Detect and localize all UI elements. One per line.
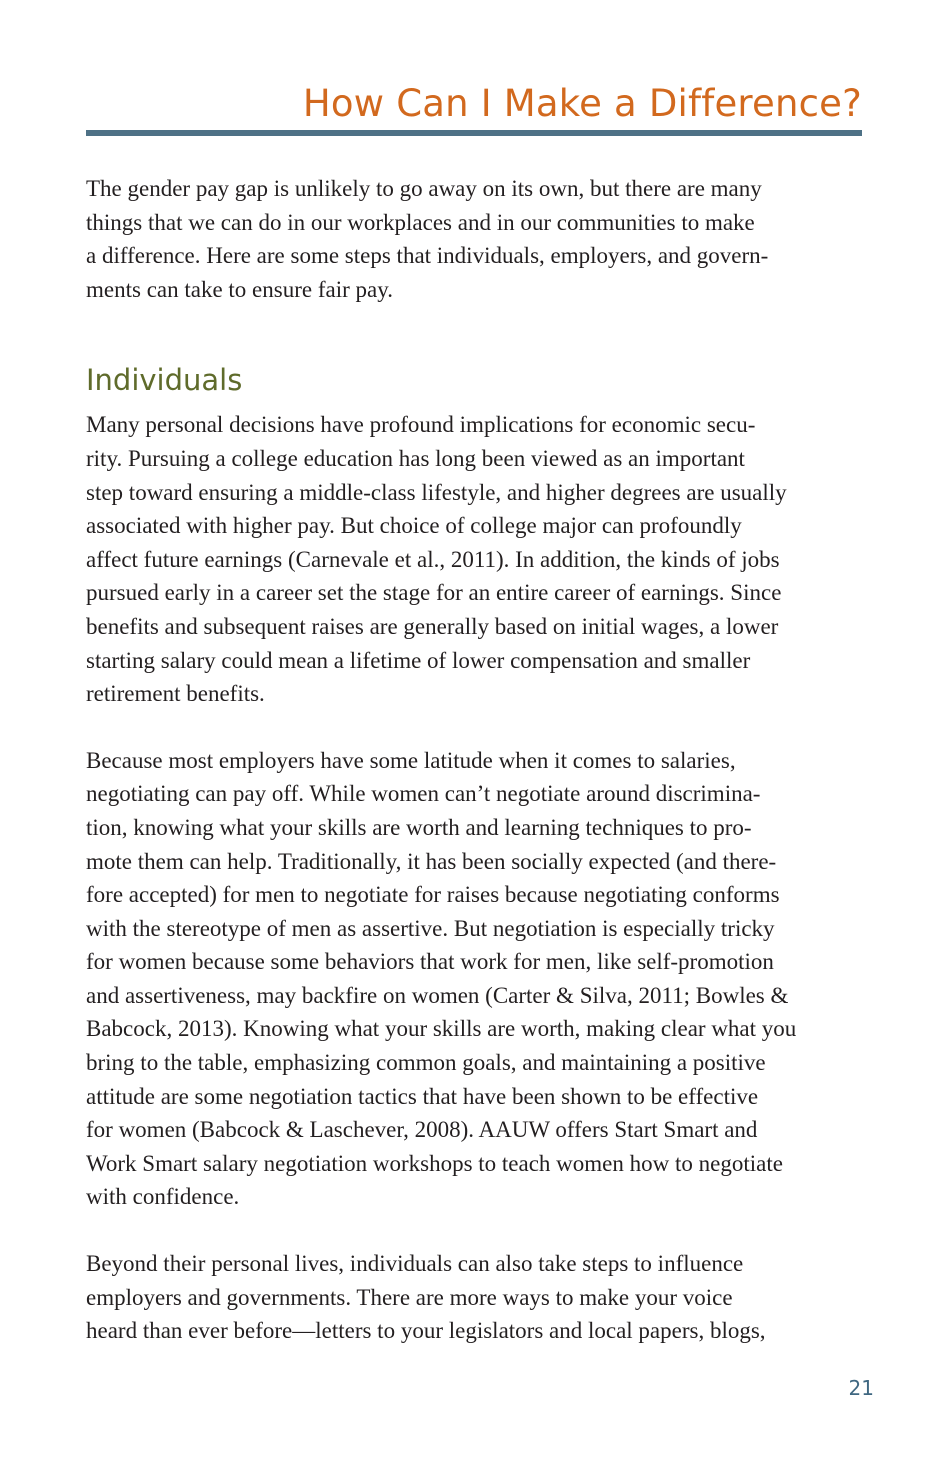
text-line: for women because some behaviors that work for men, like self-promotion <box>86 949 774 975</box>
text-line: benefits and subsequent raises are generally based on initial wages, a lower <box>86 613 779 639</box>
page-number: 21 <box>848 1376 874 1400</box>
text-line: Because most employers have some latitude when it comes to salaries, <box>86 747 736 773</box>
text-line: rity. Pursuing a college education has long been viewed as an important <box>86 445 745 471</box>
text-line: a difference. Here are some steps that individuals, employers, and govern- <box>86 243 769 269</box>
text-line: Beyond their personal lives, individuals can also take steps to influence <box>86 1251 744 1277</box>
text-line: associated with higher pay. But choice of college major can profoundly <box>86 513 742 539</box>
text-line: bring to the table, emphasizing common goals, and maintaining a positive <box>86 1050 766 1076</box>
text-line: with confidence. <box>86 1184 240 1210</box>
text-line: mote them can help. Traditionally, it has been socially expected (and there- <box>86 848 777 874</box>
text-line: Babcock, 2013). Knowing what your skills are worth, making clear what you <box>86 1016 797 1042</box>
text-line: and assertiveness, may backfire on women (Carter & Silva, 2011; Bowles & <box>86 982 789 1008</box>
body-paragraph-3 <box>86 1247 866 1348</box>
text-line: fore accepted) for men to negotiate for raises because negotiating conforms <box>86 882 780 908</box>
body-paragraph-2 <box>86 744 866 1214</box>
text-line: with the stereotype of men as assertive. But negotiation is especially tricky <box>86 915 775 941</box>
text-line: employers and governments. There are more ways to make your voice <box>86 1284 733 1310</box>
text-line: tion, knowing what your skills are worth and learning techniques to pro- <box>86 814 752 840</box>
text-line: for women (Babcock & Laschever, 2008). AAUW offers Start Smart and <box>86 1117 758 1143</box>
body-paragraph-1 <box>86 408 866 710</box>
text-line: ments can take to ensure fair pay. <box>86 276 393 302</box>
text-line: heard than ever before—letters to your legislators and local papers, blogs, <box>86 1318 766 1344</box>
page-title: How Can I Make a Difference? <box>302 82 862 125</box>
text-line: things that we can do in our workplaces and in our communities to make <box>86 209 755 235</box>
text-line: step toward ensuring a middle-class lifestyle, and higher degrees are usually <box>86 479 787 505</box>
page-content <box>86 172 866 1348</box>
text-line: The gender pay gap is unlikely to go away on its own, but there are many <box>86 176 762 201</box>
text-line: negotiating can pay off. While women can’t negotiate around discrimina- <box>86 781 761 807</box>
title-underline-rule <box>86 130 862 136</box>
section-heading-individuals: Individuals <box>86 363 243 398</box>
text-line: attitude are some negotiation tactics that have been shown to be effective <box>86 1083 759 1109</box>
text-line: starting salary could mean a lifetime of lower compensation and smaller <box>86 647 751 673</box>
text-line: Many personal decisions have profound implications for economic secu- <box>86 412 756 438</box>
text-line: pursued early in a career set the stage for an entire career of earnings. Since <box>86 580 782 606</box>
text-line: retirement benefits. <box>86 681 265 707</box>
text-line: Work Smart salary negotiation workshops to teach women how to negotiate <box>86 1150 783 1176</box>
text-line: affect future earnings (Carnevale et al., 2011). In addition, the kinds of jobs <box>86 546 780 572</box>
intro-paragraph <box>86 172 866 306</box>
